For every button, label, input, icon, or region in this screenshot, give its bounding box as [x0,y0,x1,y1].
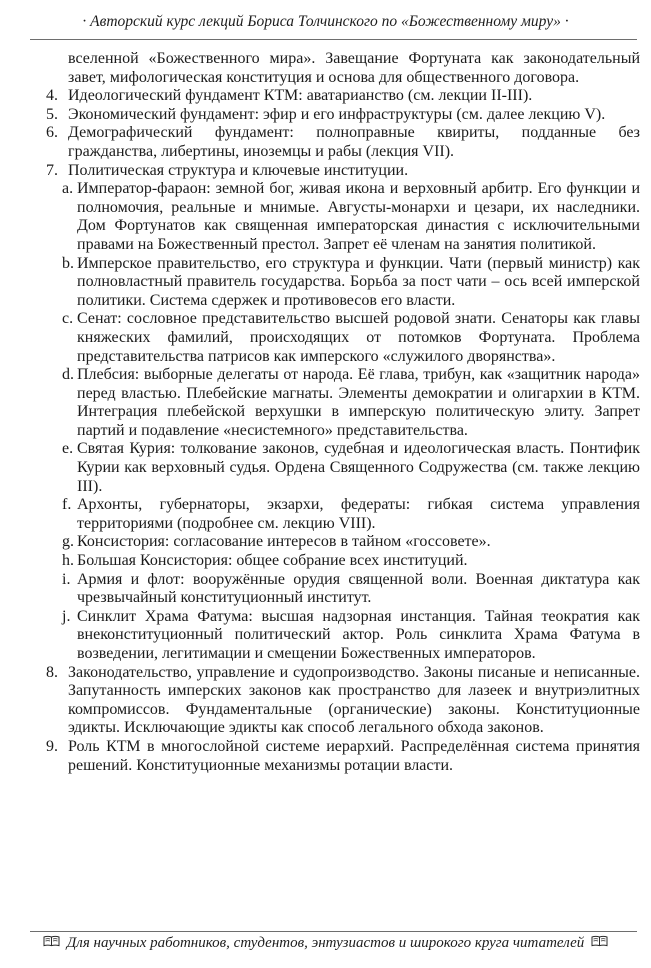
item-number: 6. [46,124,58,142]
open-book-icon [43,935,60,948]
subitem-letter: i. [62,570,71,588]
item-text: Экономический фундамент: эфир и его инфраструктуры (см. далее лекцию V). [68,105,606,123]
subitem-letter: b. [62,254,74,272]
outline-subitem [0,180,640,254]
header-rule [30,39,637,40]
outline-subitem [0,533,640,552]
subitem-text: Большая Консистория: общее собрание всех институций. [77,552,468,570]
item-number: 4. [46,87,58,105]
subitem-text: Архонты, губернаторы, экзархи, федераты: гибкая система управления территориями (подробнее см. лекцию VIII). [77,496,640,532]
open-book-icon [591,935,608,948]
outline-subitem [0,310,640,366]
subitem-letter: d. [62,366,74,384]
outline-item [0,106,640,125]
subitem-text: Сенат: сословное представительство высшей родовой знати. Сенаторы как главы княжеских фамилий, происходящих от потомков Фортуната. Проблема представительства патрисов как имперского «служилого дворянства». [77,310,640,365]
paragraph-continuation: вселенной «Божественного мира». Завещание Фортуната как законодательный завет, мифологическая конституция и основа для общественного договора. [68,50,640,86]
item-number: 7. [46,161,58,179]
item-text: Законодательство, управление и судопроизводство. Законы писаные и неписанные. Запутанность имперских законов как пространство для лазеек и внутриэлитных компромиссов. Фундаментальные (органические) законы. Конституционные эдикты. Исключающие эдикты как способ легального обхода законов. [68,663,640,737]
item-number: 9. [46,737,58,755]
page-footer [0,931,651,952]
subitem-text: Синклит Храма Фатума: высшая надзорная инстанция. Тайная теократия как внеконституционный политический актор. Роль синклита Храма Фатума в возведении, легитимации и смещении Божественных императоров. [77,607,640,662]
outline-item [0,124,640,161]
item-text: Политическая структура и ключевые институции. [68,161,409,179]
running-head: · Авторский курс лекций Бориса Толчинского по «Божественному миру» · [82,13,569,30]
subitem-text: Святая Курия: толкование законов, судебная и идеологическая власть. Понтифик Курии как верховный судья. Ордена Священного Содружества (см. также лекцию III). [77,440,640,495]
footer-tagline: Для научных работников, студентов, энтузиастов и широкого круга читателей [66,935,585,951]
subitem-letter: g. [62,533,74,551]
outline-subitem [0,552,640,571]
subitem-text: Император-фараон: земной бог, живая икона и верховный арбитр. Его функции и полномочия, реальные и мнимые. Августы-монархи и цезари, их наследники. Дом Фортунатов как священная императорская династия с исключительными правами на Божественный престол. Запрет её членам на занятия политикой. [77,180,640,253]
outline-subitem [0,571,640,608]
outline-item [0,664,640,738]
item-text: Демографический фундамент: полноправные квириты, подданные без гражданства, либертины, иноземцы и рабы (лекция VII). [68,124,640,160]
page-header [0,0,651,40]
outline-subitem [0,440,640,496]
outline-item [0,87,640,106]
subitem-text: Плебсия: выборные делегаты от народа. Её глава, трибун, как «защитник народа» перед властью. Плебейские магнаты. Элементы демократии и олигархии в КТМ. Интеграция плебейской верхушки в имперскую политическую элиту. Запрет партий и подавление «несистемного» представительства. [77,366,640,439]
item-number: 8. [46,663,58,681]
outline-subitem [0,496,640,533]
outline-content [0,50,640,775]
subitem-letter: f. [62,496,72,514]
item-number: 5. [46,105,58,123]
subitem-text: Имперское правительство, его структура и функции. Чати (первый министр) как полновластный правитель государства. Борьба за пост чати – ось всей имперской политики. Система сдержек и противовесов его власти. [77,254,640,309]
outline-item [0,738,640,775]
subitem-text: Армия и флот: вооружённые орудия священной воли. Военная диктатура как чрезвычайный конституционный институт. [77,570,640,607]
outline-subitem [0,366,640,440]
numbered-outline [0,87,640,775]
footer-tagline-row [0,935,651,952]
subitem-letter: a. [62,180,74,198]
item-text: Идеологический фундамент КТМ: аватарианство (см. лекции II-III). [68,87,533,105]
footer-rule [30,931,637,932]
subitem-text: Консистория: согласование интересов в тайном «госсовете». [77,533,491,551]
outline-subitem [0,608,640,664]
subitem-letter: h. [62,552,74,570]
subitem-letter: j. [62,607,71,625]
item-text: Роль КТМ в многослойной системе иерархий. Распределённая система принятия решений. Конституционные механизмы ротации власти. [68,737,640,774]
subitem-letter: c. [62,310,74,328]
outline-item [0,162,640,181]
outline-subitem [0,255,640,311]
subitem-letter: e. [62,440,74,458]
